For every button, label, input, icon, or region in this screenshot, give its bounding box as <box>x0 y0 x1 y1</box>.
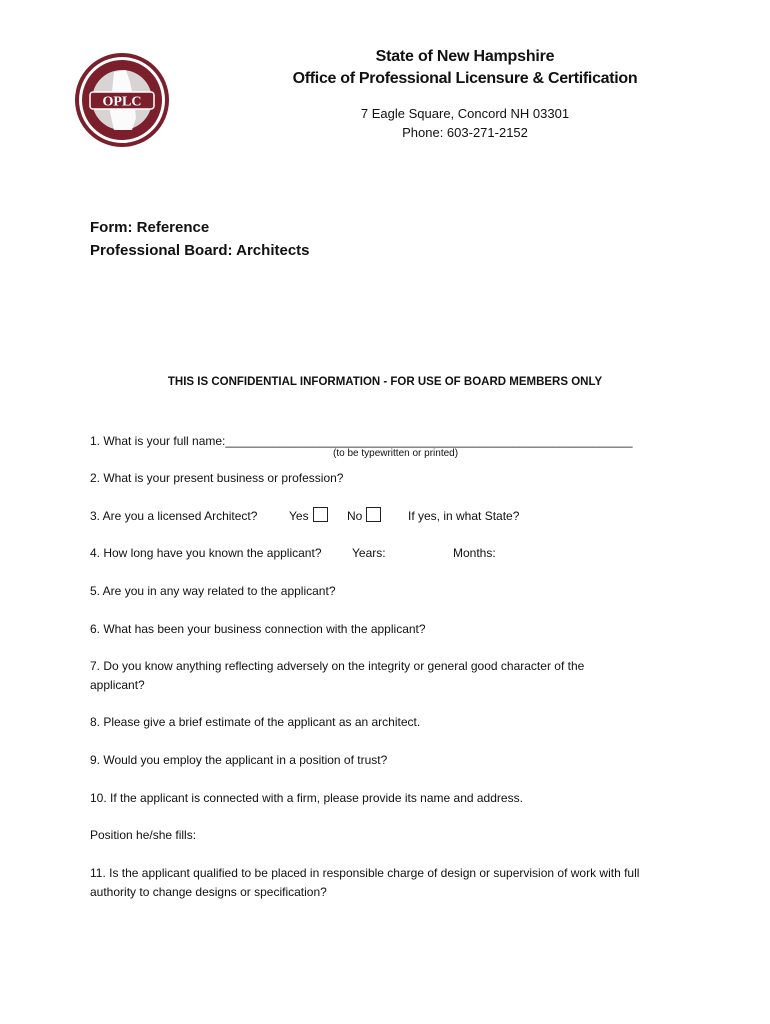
state-title: State of New Hampshire <box>375 48 555 65</box>
oplc-seal-logo <box>74 52 170 148</box>
question-3: 3. Are you a licensed Architect? <box>90 509 258 523</box>
confidential-notice: THIS IS CONFIDENTIAL INFORMATION - FOR USE OF BOARD MEMBERS ONLY <box>167 376 603 388</box>
office-title: Office of Professional Licensure & Certification <box>292 70 638 87</box>
q3-yes-option <box>289 507 328 526</box>
question-8: 8. Please give a brief estimate of the applicant as an architect. <box>90 715 421 729</box>
form-name: Form: Reference <box>90 219 210 236</box>
svg-text:OPLC: OPLC <box>102 94 142 110</box>
q3-yes-checkbox[interactable] <box>313 507 328 522</box>
q3-state: If yes, in what State? <box>408 509 520 523</box>
q4-years: Years: <box>352 546 386 560</box>
question-11-line2: authority to change designs or specification? <box>90 885 327 899</box>
header-block <box>240 46 690 142</box>
q3-no-option <box>347 507 381 526</box>
question-7-line1: 7. Do you know anything reflecting adversely on the integrity or general good character of the <box>90 659 585 673</box>
q3-yes-label: Yes <box>289 509 309 523</box>
q3-no-label: No <box>347 509 363 523</box>
question-2: 2. What is your present business or profession? <box>90 471 344 485</box>
question-7 <box>90 657 584 695</box>
question-11-line1: 11. Is the applicant qualified to be placed in responsible charge of design or supervision of work with full <box>90 866 640 880</box>
address: 7 Eagle Square, Concord NH 03301 <box>360 106 570 121</box>
q4-months: Months: <box>453 546 496 560</box>
q3-no-checkbox[interactable] <box>366 507 381 522</box>
question-1-note: (to be typewritten or printed) <box>333 448 459 459</box>
question-1: 1. What is your full name:_____________________________________________________________ <box>90 434 633 448</box>
question-5: 5. Are you in any way related to the applicant? <box>90 584 336 598</box>
question-9: 9. Would you employ the applicant in a position of trust? <box>90 753 388 767</box>
question-7-line2: applicant? <box>90 678 145 692</box>
form-title-block <box>90 216 310 262</box>
question-6: 6. What has been your business connection with the applicant? <box>90 622 426 636</box>
professional-board: Professional Board: Architects <box>90 242 310 259</box>
phone: Phone: 603-271-2152 <box>402 125 528 140</box>
question-11 <box>90 864 639 902</box>
question-10: 10. If the applicant is connected with a firm, please provide its name and address. <box>90 791 523 805</box>
position-fills: Position he/she fills: <box>90 828 197 842</box>
question-4: 4. How long have you known the applicant? <box>90 546 322 560</box>
